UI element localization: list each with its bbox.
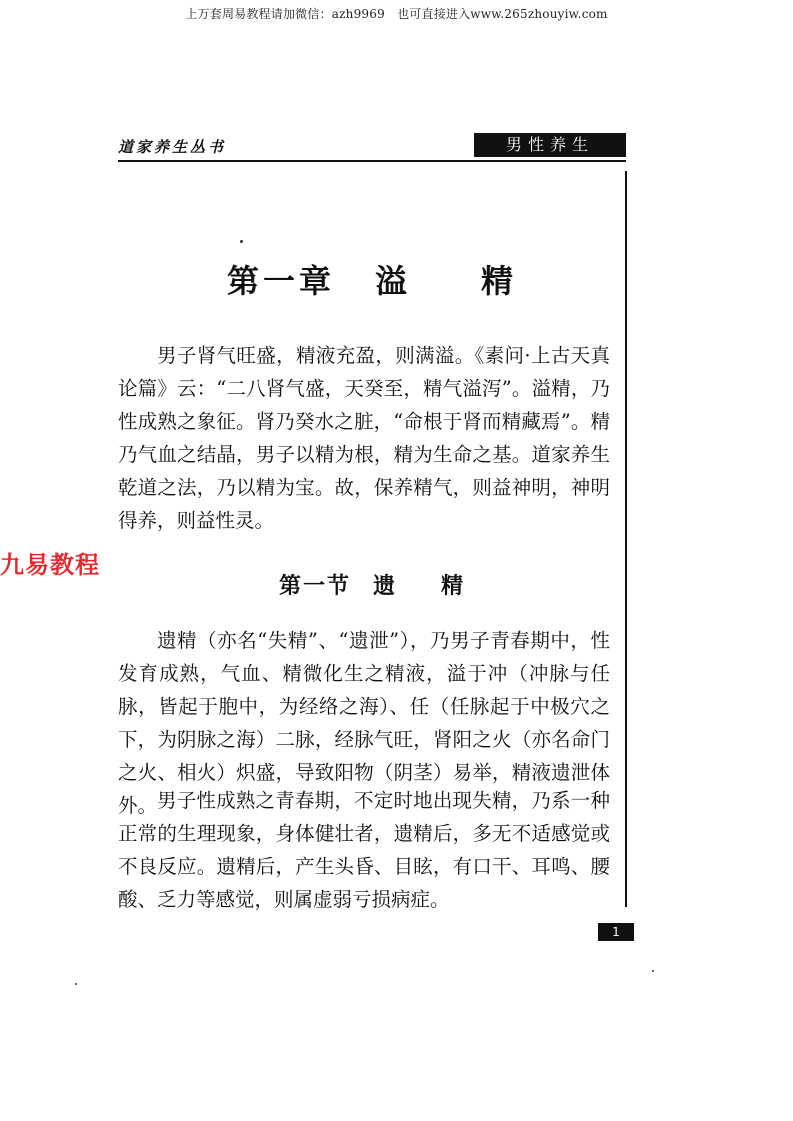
chapter-title bbox=[118, 256, 626, 302]
section-prefix: 第一节 bbox=[278, 573, 351, 599]
chapter-prefix: 第一章 bbox=[226, 262, 335, 300]
chapter-title-part1: 溢 bbox=[374, 262, 411, 300]
body-paragraph: 遗精（亦名“失精”、“遗泄”），乃男子青春期中，性发育成熟，气血、精微化生之精液，溢于冲（冲脉与任脉，皆起于胞中，为经络之海）、任（任脉起于中极穴之下，为阴脉之海）二脉，经脉气旺，肾阳之火（亦名命门之火、相火）炽盛，导致阳物（阴茎）易举，精液遗泄体外。 bbox=[118, 629, 610, 817]
page-number: 1 bbox=[598, 923, 634, 941]
section-title-part2: 精 bbox=[441, 573, 466, 599]
scan-speck bbox=[652, 970, 654, 972]
series-title: 道家养生丛书 bbox=[118, 138, 227, 156]
section-title-part1: 遗 bbox=[372, 573, 397, 599]
section-title bbox=[118, 569, 626, 600]
intro-paragraph: 男子肾气旺盛，精液充盈，则满溢。《素问·上古天真论篇》云：“二八肾气盛，天癸至，精气溢泻”。溢精，乃性成熟之象征。肾乃癸水之脏，“命根于肾而精藏焉”。精乃气血之结晶，男子以精为根，精为生命之基。道家养生乾道之法，乃以精为宝。故，保养精气，则益神明，神明得养，则益性灵。 bbox=[118, 344, 610, 532]
header-rule bbox=[118, 160, 626, 162]
body-paragraph: 男子性成熟之青春期，不定时地出现失精，乃系一种正常的生理现象，身体健壮者，遗精后，多无不适感觉或不良反应。遗精后，产生头昏、目眩，有口干、耳鸣、腰酸、乏力等感觉，则属虚弱亏损病症。 bbox=[118, 789, 610, 911]
top-banner: 上万套周易教程请加微信：azh9969 也可直接进入www.265zhouyiw.com bbox=[185, 7, 608, 21]
book-title-badge: 男性养生 bbox=[474, 133, 626, 157]
scan-speck bbox=[240, 240, 243, 243]
watermark-text: 九易教程 bbox=[0, 551, 100, 579]
chapter-title-part2: 精 bbox=[481, 262, 518, 300]
scan-speck bbox=[75, 983, 77, 985]
